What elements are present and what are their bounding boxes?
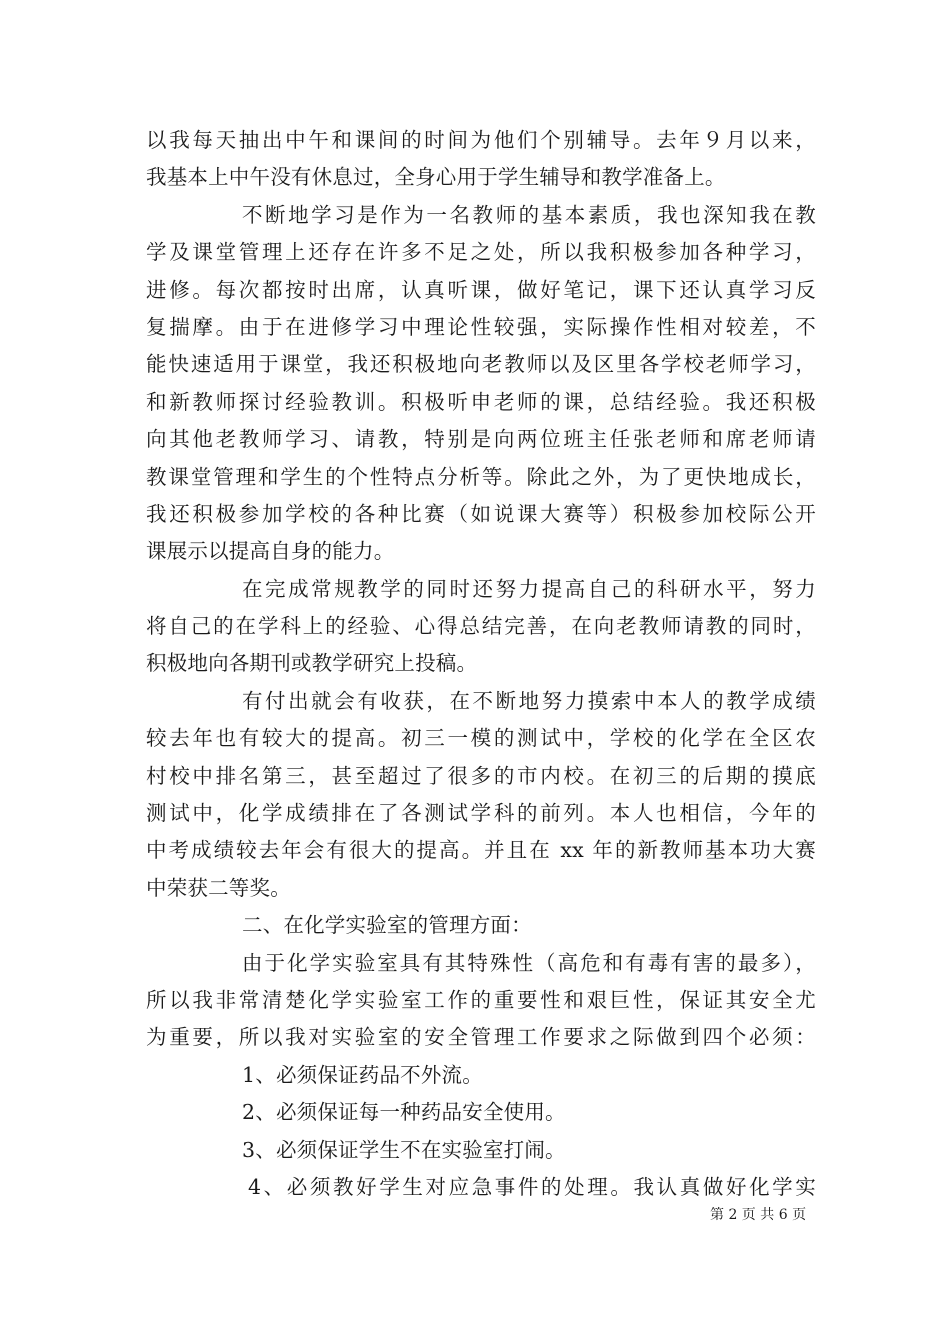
- text-line: 所以我非常清楚化学实验室工作的重要性和艰巨性，保证其安全尤: [146, 987, 816, 1012]
- text-line: 我还积极参加学校的各种比赛（如说课大赛等）积极参加校际公开: [146, 501, 816, 526]
- text-line: 3、必须保证学生不在实验室打闹。: [242, 1137, 566, 1162]
- text-line: 有付出就会有收获，在不断地努力摸索中本人的教学成绩: [242, 688, 816, 713]
- text-line: 中荣获二等奖。: [146, 875, 291, 900]
- text-line: 进修。每次都按时出席，认真听课，做好笔记，课下还认真学习反: [146, 277, 816, 302]
- text-line: 二、在化学实验室的管理方面：: [242, 913, 532, 938]
- text-line: 1、必须保证药品不外流。: [242, 1062, 483, 1087]
- text-line: 积极地向各期刊或教学研究上投稿。: [146, 651, 478, 676]
- text-line: 向其他老教师学习、请教，特别是向两位班主任张老师和席老师请: [146, 427, 816, 452]
- text-line: 不断地学习是作为一名教师的基本素质，我也深知我在教: [242, 202, 816, 227]
- text-line: 将自己的在学科上的经验、心得总结完善，在向老教师请教的同时，: [146, 614, 816, 639]
- text-line: 测试中，化学成绩排在了各测试学科的前列。本人也相信，今年的: [146, 801, 816, 826]
- document-body: [146, 122, 816, 1206]
- text-line: 2、必须保证每一种药品安全使用。: [242, 1100, 566, 1125]
- text-line: 由于化学实验室具有其特殊性（高危和有毒有害的最多），: [242, 950, 816, 975]
- text-line: 复揣摩。由于在进修学习中理论性较强，实际操作性相对较差，不: [146, 314, 816, 339]
- text-line: 学及课堂管理上还存在许多不足之处，所以我积极参加各种学习，: [146, 240, 816, 265]
- text-line: 中考成绩较去年会有很大的提高。并且在 xx 年的新教师基本功大赛: [146, 838, 816, 863]
- text-line: 教课堂管理和学生的个性特点分析等。除此之外，为了更快地成长，: [146, 464, 816, 489]
- text-line: 课展示以提高自身的能力。: [146, 539, 395, 564]
- text-line: 村校中排名第三，甚至超过了很多的市内校。在初三的后期的摸底: [146, 763, 816, 788]
- text-line: 在完成常规教学的同时还努力提高自己的科研水平，努力: [242, 576, 816, 601]
- text-line: 能快速适用于课堂，我还积极地向老教师以及区里各学校老师学习，: [146, 352, 816, 377]
- text-line: 为重要，所以我对实验室的安全管理工作要求之际做到四个必须：: [146, 1025, 816, 1050]
- page-footer: 第 2 页 共 6 页: [710, 1207, 807, 1223]
- text-line: 我基本上中午没有休息过，全身心用于学生辅导和教学准备上。: [146, 165, 726, 190]
- text-line: 和新教师探讨经验教训。积极听申老师的课，总结经验。我还积极: [146, 389, 816, 414]
- text-line: 以我每天抽出中午和课间的时间为他们个别辅导。去年９月以来，: [146, 128, 816, 152]
- text-line: 较去年也有较大的提高。初三一模的测试中，学校的化学在全区农: [146, 726, 816, 751]
- text-line: 4、必须教好学生对应急事件的处理。我认真做好化学实: [248, 1174, 816, 1199]
